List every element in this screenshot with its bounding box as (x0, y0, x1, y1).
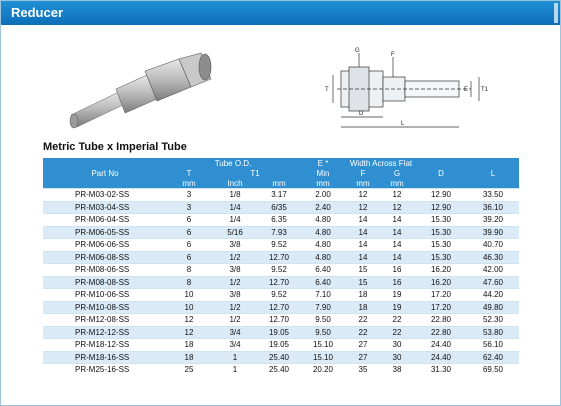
table-cell: 39.90 (467, 226, 519, 239)
table-row (43, 276, 519, 289)
part-number-cell: PR-M03-02-SS (43, 189, 167, 202)
table-row (43, 189, 519, 202)
table-cell: 1/8 (211, 189, 259, 202)
table-cell: 6.40 (299, 264, 347, 277)
table-cell: 19.05 (259, 326, 299, 339)
part-number-cell: PR-M10-08-SS (43, 301, 167, 314)
part-number-cell: PR-M12-12-SS (43, 326, 167, 339)
table-cell: 40.70 (467, 239, 519, 252)
table-cell: 6 (167, 239, 211, 252)
header-g: G (379, 168, 415, 178)
table-cell: 31.30 (415, 364, 467, 376)
table-cell: 10 (167, 301, 211, 314)
table-cell: 47.60 (467, 276, 519, 289)
table-cell: 3/8 (211, 264, 259, 277)
table-cell: 19 (379, 301, 415, 314)
label-t1: T1 (481, 87, 489, 93)
header-row-labels (43, 168, 519, 178)
table-cell: 42.00 (467, 264, 519, 277)
table-cell: 12.70 (259, 251, 299, 264)
table-cell: 6 (167, 251, 211, 264)
table-row (43, 314, 519, 327)
header-blank-l (467, 158, 519, 168)
title-bar (1, 1, 560, 25)
table-cell: 1/2 (211, 301, 259, 314)
table-cell: 4.80 (299, 226, 347, 239)
table-cell: 27 (347, 339, 379, 352)
part-number-cell: PR-M06-04-SS (43, 214, 167, 227)
part-number-cell: PR-M03-04-SS (43, 201, 167, 214)
table-cell: 38 (379, 364, 415, 376)
table-cell: 22 (379, 326, 415, 339)
part-number-cell: PR-M06-05-SS (43, 226, 167, 239)
table-cell: 12 (347, 189, 379, 202)
label-f: F (391, 52, 395, 58)
table-cell: 7.90 (299, 301, 347, 314)
part-number-cell: PR-M06-08-SS (43, 251, 167, 264)
dimension-drawing (319, 41, 495, 141)
table-cell: 3 (167, 201, 211, 214)
label-g: G (355, 48, 360, 54)
product-photo (61, 47, 221, 137)
unit-g: mm (379, 178, 415, 189)
section-title: Metric Tube x Imperial Tube (43, 141, 187, 153)
page-title: Reducer (11, 5, 64, 20)
table-cell: 15 (347, 264, 379, 277)
table-cell: 4.80 (299, 251, 347, 264)
dimensions-table (43, 158, 519, 376)
table-row (43, 264, 519, 277)
table-cell: 9.50 (299, 314, 347, 327)
table-cell: 15.30 (415, 251, 467, 264)
unit-t1-mm: mm (259, 178, 299, 189)
table-cell: 44.20 (467, 289, 519, 302)
table-cell: 20.20 (299, 364, 347, 376)
table-cell: 49.80 (467, 301, 519, 314)
header-row-units (43, 178, 519, 189)
table-cell: 9.50 (299, 326, 347, 339)
table-cell: 18 (347, 301, 379, 314)
table-row (43, 351, 519, 364)
table-cell: 14 (347, 214, 379, 227)
table-cell: 39.20 (467, 214, 519, 227)
table-row (43, 339, 519, 352)
table-cell: 9.52 (259, 289, 299, 302)
part-number-cell: PR-M08-06-SS (43, 264, 167, 277)
table-row (43, 289, 519, 302)
table-cell: 6 (167, 226, 211, 239)
table-cell: 30 (379, 339, 415, 352)
table-cell: 15.30 (415, 239, 467, 252)
table-cell: 15 (347, 276, 379, 289)
title-bar-accent (554, 3, 558, 23)
table-cell: 1/2 (211, 314, 259, 327)
table-cell: 69.50 (467, 364, 519, 376)
table-cell: 1 (211, 351, 259, 364)
table-cell: 12 (379, 189, 415, 202)
table-cell: 52.30 (467, 314, 519, 327)
table-cell: 30 (379, 351, 415, 364)
table-cell: 22 (379, 314, 415, 327)
table-cell: 9.52 (259, 264, 299, 277)
table-cell: 6.40 (299, 276, 347, 289)
table-cell: 12.70 (259, 314, 299, 327)
header-t: T (167, 168, 211, 178)
table-cell: 17.20 (415, 289, 467, 302)
table-cell: 14 (379, 214, 415, 227)
table-cell: 6 (167, 214, 211, 227)
table-cell: 4.80 (299, 214, 347, 227)
table-cell: 25.40 (259, 364, 299, 376)
table-cell: 16.20 (415, 276, 467, 289)
table-cell: 2.40 (299, 201, 347, 214)
table-cell: 12 (347, 201, 379, 214)
unit-l (467, 178, 519, 189)
label-l: L (401, 121, 405, 127)
table-cell: 14 (379, 239, 415, 252)
table-cell: 18 (167, 351, 211, 364)
label-e: E (464, 87, 469, 93)
part-number-cell: PR-M18-16-SS (43, 351, 167, 364)
table-cell: 15.10 (299, 339, 347, 352)
part-number-cell: PR-M06-06-SS (43, 239, 167, 252)
header-tube-od: Tube O.D. (167, 158, 299, 168)
table-cell: 3 (167, 189, 211, 202)
table-body (43, 189, 519, 376)
table-cell: 56.10 (467, 339, 519, 352)
header-blank (43, 158, 167, 168)
table-cell: 1/2 (211, 276, 259, 289)
table-cell: 15.10 (299, 351, 347, 364)
unit-t: mm (167, 178, 211, 189)
table-cell: 15.30 (415, 214, 467, 227)
header-e-min: Min (299, 168, 347, 178)
table-cell: 5/16 (211, 226, 259, 239)
table-cell: 22 (347, 326, 379, 339)
table-cell: 12 (167, 314, 211, 327)
unit-d (415, 178, 467, 189)
table-cell: 7.10 (299, 289, 347, 302)
header-l: L (467, 168, 519, 178)
table-cell: 18 (347, 289, 379, 302)
part-number-cell: PR-M08-08-SS (43, 276, 167, 289)
table-cell: 12.90 (415, 201, 467, 214)
table-cell: 12 (379, 201, 415, 214)
table-cell: 12 (167, 326, 211, 339)
table-cell: 12.90 (415, 189, 467, 202)
table-cell: 2.00 (299, 189, 347, 202)
table-row (43, 301, 519, 314)
table-cell: 1 (211, 364, 259, 376)
table-cell: 53.80 (467, 326, 519, 339)
label-t: T (325, 87, 329, 93)
table-cell: 16.20 (415, 264, 467, 277)
part-number-cell: PR-M10-06-SS (43, 289, 167, 302)
table-row (43, 201, 519, 214)
table-cell: 46.30 (467, 251, 519, 264)
reducer-image (70, 53, 211, 128)
table-cell: 3.17 (259, 189, 299, 202)
table-cell: 22.80 (415, 326, 467, 339)
table-row (43, 364, 519, 376)
table-cell: 6.35 (259, 214, 299, 227)
table-cell: 16 (379, 264, 415, 277)
table-cell: 3/8 (211, 239, 259, 252)
table-cell: 10 (167, 289, 211, 302)
unit-inch: Inch (211, 178, 259, 189)
table-cell: 14 (379, 226, 415, 239)
table-cell: 24.40 (415, 339, 467, 352)
table-cell: 27 (347, 351, 379, 364)
table-row (43, 251, 519, 264)
header-t1: T1 (211, 168, 299, 178)
table-cell: 18 (167, 339, 211, 352)
table-cell: 14 (347, 251, 379, 264)
table-cell: 17.20 (415, 301, 467, 314)
table-row (43, 239, 519, 252)
part-number-cell: PR-M12-08-SS (43, 314, 167, 327)
table-cell: 3/4 (211, 339, 259, 352)
table-cell: 1/4 (211, 201, 259, 214)
table-cell: 8 (167, 264, 211, 277)
table-cell: 4.80 (299, 239, 347, 252)
table-cell: 24.40 (415, 351, 467, 364)
table-cell: 1/4 (211, 214, 259, 227)
part-number-cell: PR-M25-16-SS (43, 364, 167, 376)
unit-e: mm (299, 178, 347, 189)
table-cell: 62.40 (467, 351, 519, 364)
table-cell: 7.93 (259, 226, 299, 239)
table-cell: 14 (379, 251, 415, 264)
table-cell: 33.50 (467, 189, 519, 202)
unit-blank (43, 178, 167, 189)
label-d: D (359, 111, 364, 117)
table-cell: 14 (347, 239, 379, 252)
table-cell: 12.70 (259, 276, 299, 289)
header-f: F (347, 168, 379, 178)
table-cell: 6/35 (259, 201, 299, 214)
header-blank-d (415, 158, 467, 168)
part-number-cell: PR-M18-12-SS (43, 339, 167, 352)
header-width-across-flat: Width Across Flat (347, 158, 415, 168)
table-cell: 3/4 (211, 326, 259, 339)
table-cell: 25.40 (259, 351, 299, 364)
table-cell: 36.10 (467, 201, 519, 214)
table-cell: 14 (347, 226, 379, 239)
table-cell: 15.30 (415, 226, 467, 239)
table-cell: 3/8 (211, 289, 259, 302)
table-cell: 9.52 (259, 239, 299, 252)
unit-f: mm (347, 178, 379, 189)
table-cell: 25 (167, 364, 211, 376)
header-d: D (415, 168, 467, 178)
table-row (43, 214, 519, 227)
table-cell: 19.05 (259, 339, 299, 352)
header-e: E * (299, 158, 347, 168)
table-cell: 22.80 (415, 314, 467, 327)
table-cell: 12.70 (259, 301, 299, 314)
table-cell: 1/2 (211, 251, 259, 264)
table-row (43, 226, 519, 239)
header-row-groups (43, 158, 519, 168)
table-cell: 19 (379, 289, 415, 302)
table-cell: 16 (379, 276, 415, 289)
header-part-no: Part No (43, 168, 167, 178)
table-cell: 8 (167, 276, 211, 289)
table-cell: 22 (347, 314, 379, 327)
table-row (43, 326, 519, 339)
table-cell: 35 (347, 364, 379, 376)
